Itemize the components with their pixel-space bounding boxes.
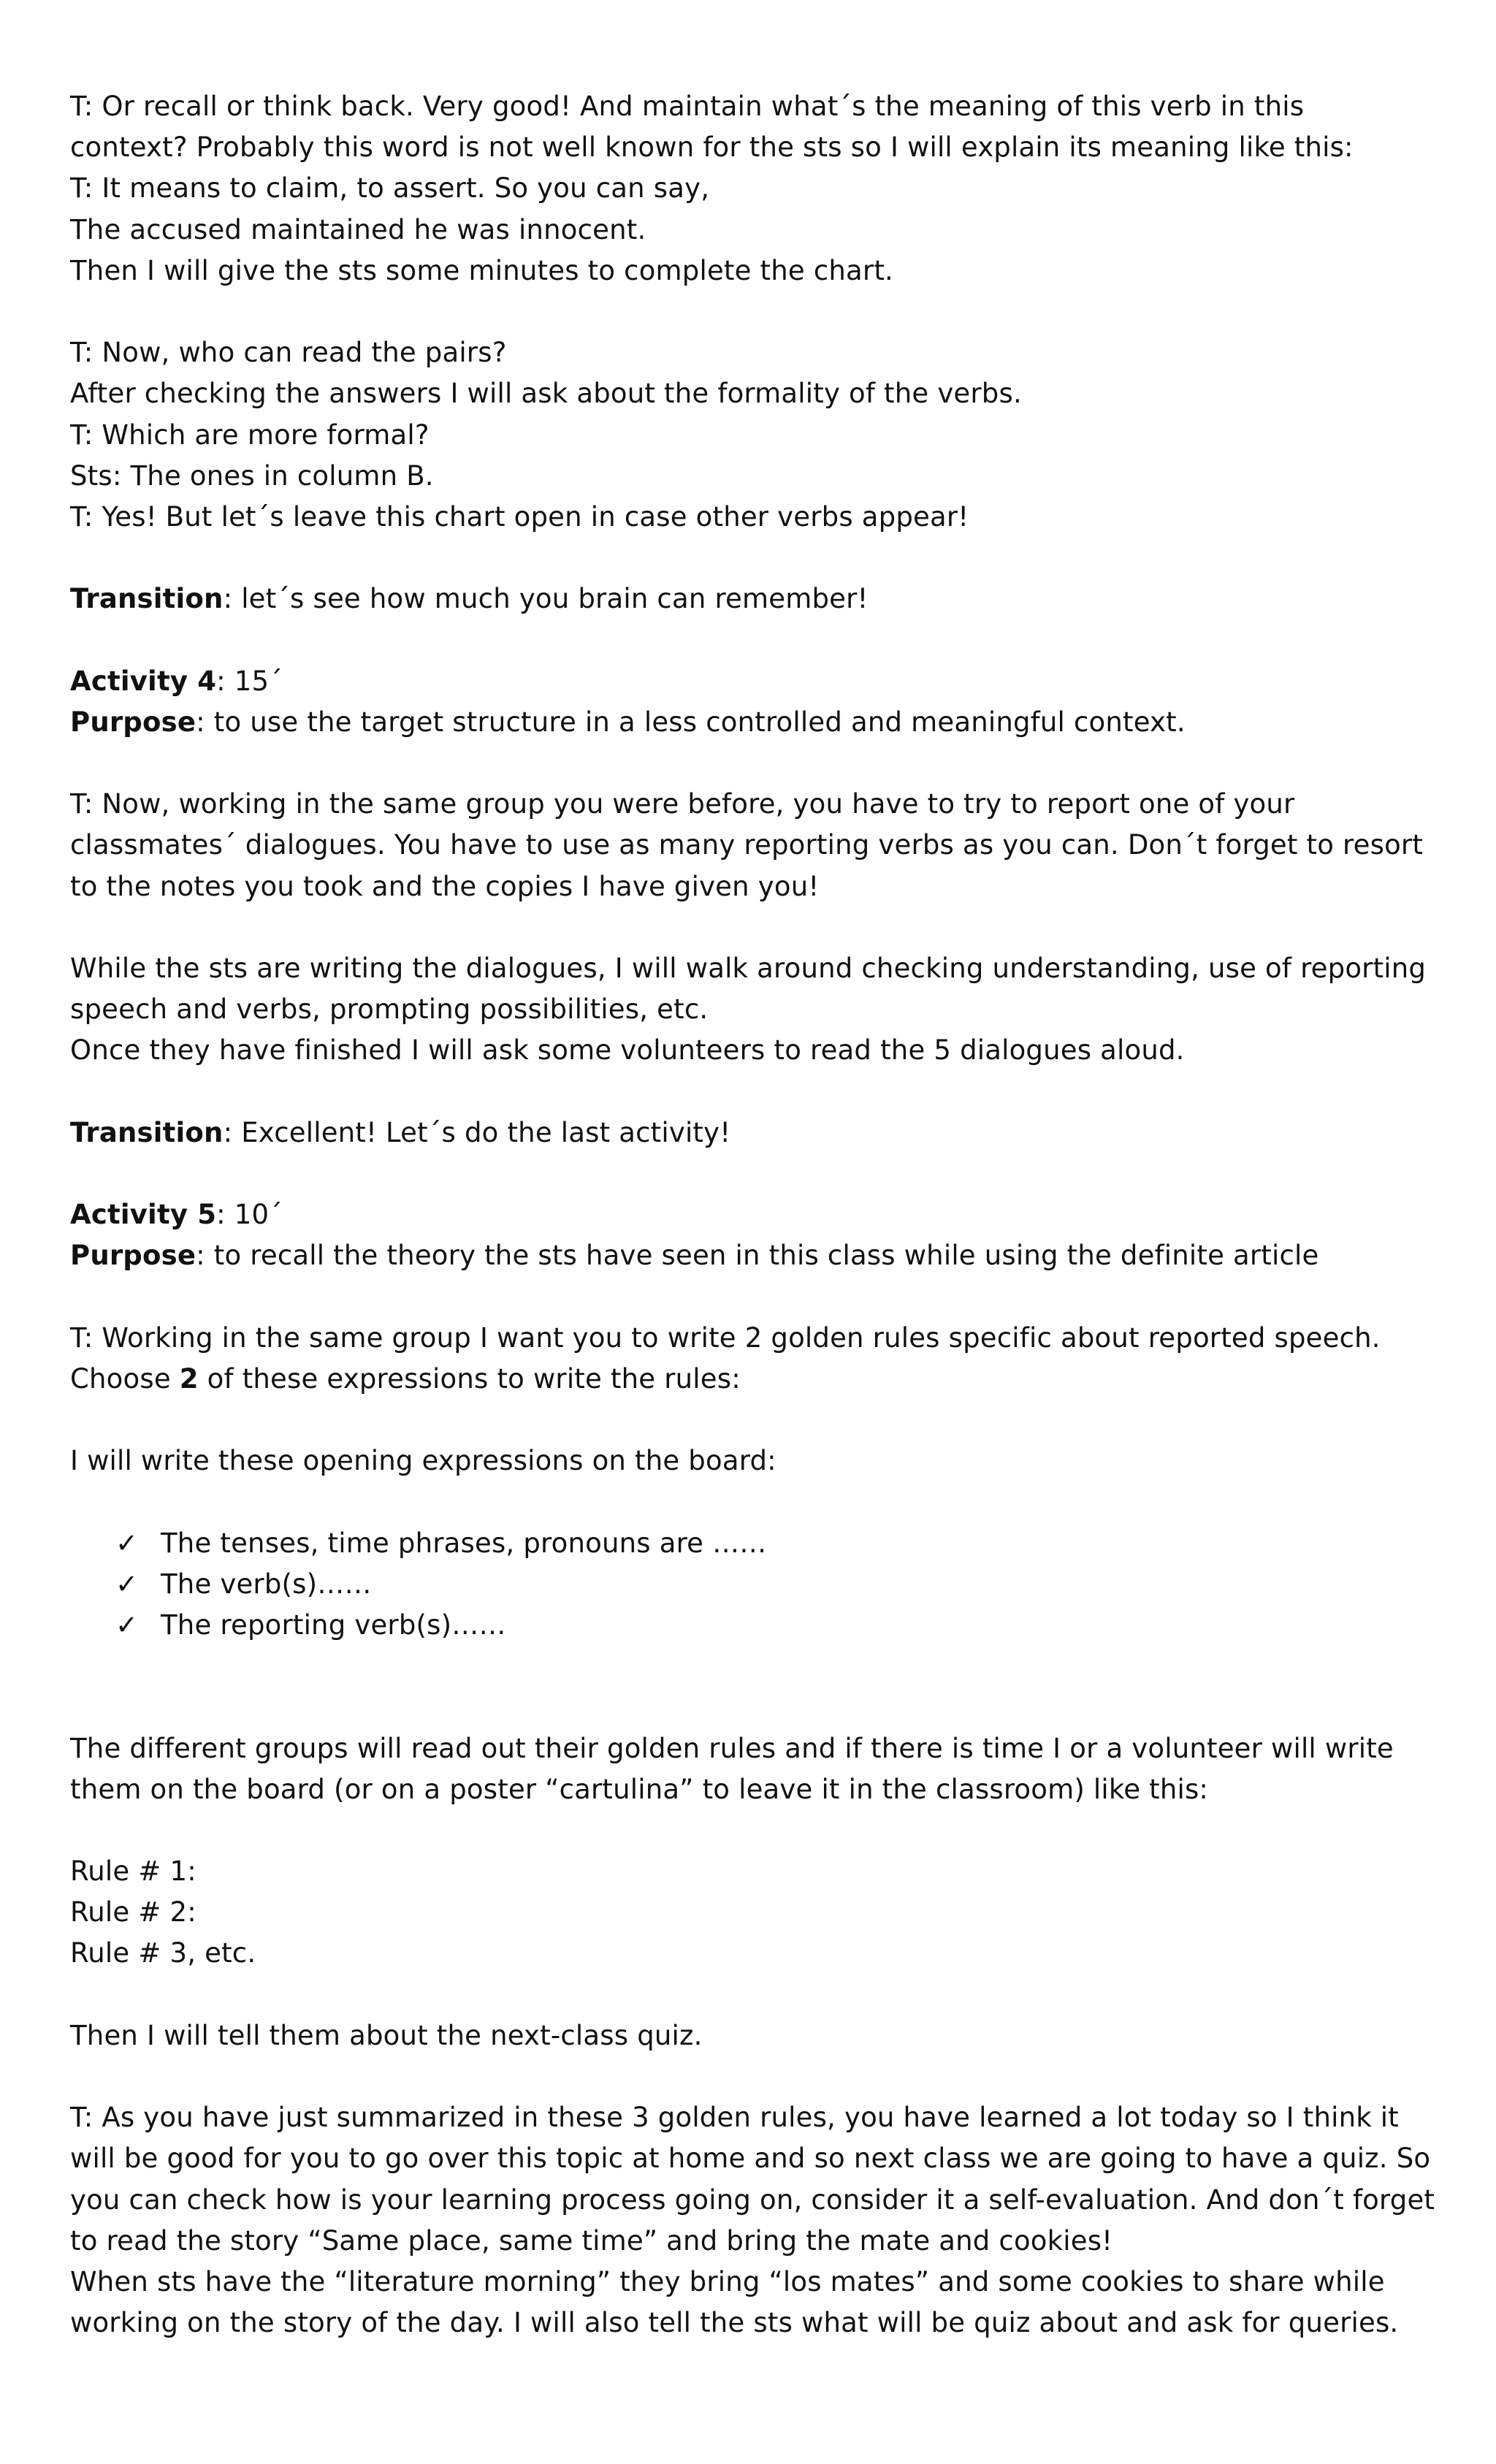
text-line: speech and verbs, prompting possibilities, etc. (70, 993, 709, 1026)
text-line: T: Which are more formal? (70, 419, 430, 451)
paragraph-gap (70, 1400, 1443, 1441)
purpose-line (70, 702, 1443, 743)
rule-line: Rule # 3, etc. (70, 1937, 256, 1969)
text-line: classmates´ dialogues. You have to use as many reporting verbs as you can. Don´t forget to resort (70, 829, 1424, 861)
paragraph-gap (70, 1687, 1443, 1728)
purpose-text: : to use the target structure in a less controlled and meaningful context. (196, 706, 1186, 738)
text-line: Once they have finished I will ask some volunteers to read the 5 dialogues aloud. (70, 1034, 1185, 1067)
text-line: When sts have the “literature morning” they bring “los mates” and some cookies to share while (70, 2265, 1385, 2297)
text-line: to the notes you took and the copies I have given you! (70, 870, 820, 902)
activity-duration: : 10´ (216, 1199, 283, 1231)
checklist-item-text: The reporting verb(s)…… (161, 1609, 506, 1641)
text-line: context? Probably this word is not well known for the sts so I will explain its meaning like this: (70, 131, 1354, 164)
activity-heading (70, 1194, 1443, 1235)
paragraph-gap (70, 1072, 1443, 1113)
checkmark-icon: ✓ (115, 1527, 139, 1559)
text-line: T: Now, working in the same group you were before, you have to try to report one of your (70, 788, 1295, 820)
paragraph-gap (70, 1153, 1443, 1194)
transition-label: Transition (70, 1116, 224, 1148)
paragraph-gap (70, 291, 1443, 332)
text-line: The different groups will read out their golden rules and if there is time I or a volunteer will write (70, 1732, 1394, 1764)
checklist-item-text: The tenses, time phrases, pronouns are …… (161, 1527, 767, 1559)
checklist-item (70, 1605, 1443, 1646)
paragraph-gap (70, 538, 1443, 579)
purpose-label: Purpose (70, 1240, 196, 1272)
text-line: them on the board (or on a poster “cartulina” to leave it in the classroom) like this: (70, 1773, 1209, 1805)
transition-label: Transition (70, 583, 224, 615)
purpose-text: : to recall the theory the sts have seen in this class while using the definite article (196, 1240, 1319, 1272)
rule-line: Rule # 2: (70, 1896, 196, 1929)
text-line: working on the story of the day. I will also tell the sts what will be quiz about and ask for queries. (70, 2307, 1399, 2339)
paragraph-gap (70, 1646, 1443, 1687)
emphasis-number: 2 (179, 1362, 199, 1395)
text-fragment: Choose (70, 1362, 180, 1395)
text-line: T: Or recall or think back. Very good! And maintain what´s the meaning of this verb in this (70, 91, 1305, 122)
paragraph-gap (70, 1810, 1443, 1851)
text-line: T: As you have just summarized in these 3 golden rules, you have learned a lot today so I think it (70, 2102, 1399, 2134)
text-line: After checking the answers I will ask about the formality of the verbs. (70, 378, 1022, 410)
checkmark-icon: ✓ (115, 1568, 139, 1600)
transition-text: : Excellent! Let´s do the last activity! (223, 1116, 731, 1148)
transition-line (70, 1113, 1443, 1153)
text-line (70, 1359, 1443, 1400)
paragraph-gap (70, 1975, 1443, 2015)
document-page (70, 86, 1443, 2343)
text-fragment: of these expressions to write the rules: (198, 1362, 741, 1395)
checklist-item-text: The verb(s)…… (161, 1568, 372, 1600)
checklist-item (70, 1523, 1443, 1564)
transition-line (70, 579, 1443, 619)
transition-text: : let´s see how much you brain can remember! (223, 583, 869, 615)
text-line: will be good for you to go over this topic at home and so next class we are going to have a quiz. So (70, 2143, 1431, 2175)
checklist-item (70, 1564, 1443, 1605)
paragraph-gap (70, 1481, 1443, 1522)
purpose-label: Purpose (70, 706, 196, 738)
text-line: Then I will give the sts some minutes to complete the chart. (70, 254, 893, 286)
text-line: While the sts are writing the dialogues, I will walk around checking understanding, use of reporting (70, 952, 1427, 984)
text-line: to read the story “Same place, same time” and bring the mate and cookies! (70, 2224, 1113, 2257)
paragraph-gap (70, 1276, 1443, 1317)
text-line: T: Working in the same group I want you to write 2 golden rules specific about reported speech. (70, 1321, 1381, 1354)
text-line: Then I will tell them about the next-class quiz. (70, 2019, 703, 2051)
text-line: I will write these opening expressions on the board: (70, 1445, 776, 1477)
checklist (70, 1523, 1443, 1647)
checkmark-icon: ✓ (115, 1609, 139, 1641)
text-line: T: It means to claim, to assert. So you can say, (70, 172, 710, 205)
activity-label: Activity 5 (70, 1199, 217, 1231)
purpose-line (70, 1235, 1443, 1276)
paragraph-gap (70, 619, 1443, 660)
text-line: T: Now, who can read the pairs? (70, 337, 507, 369)
text-line: T: Yes! But let´s leave this chart open in case other verbs appear! (70, 500, 969, 533)
paragraph-gap (70, 907, 1443, 948)
rule-line: Rule # 1: (70, 1855, 196, 1888)
paragraph-gap (70, 743, 1443, 784)
paragraph-gap (70, 2056, 1443, 2097)
text-line: Sts: The ones in column B. (70, 459, 434, 492)
activity-duration: : 15´ (216, 665, 283, 697)
text-line: The accused maintained he was innocent. (70, 213, 646, 245)
text-line: you can check how is your learning process going on, consider it a self-evaluation. And don´t forget (70, 2183, 1435, 2216)
activity-heading (70, 661, 1443, 702)
activity-label: Activity 4 (70, 665, 217, 697)
